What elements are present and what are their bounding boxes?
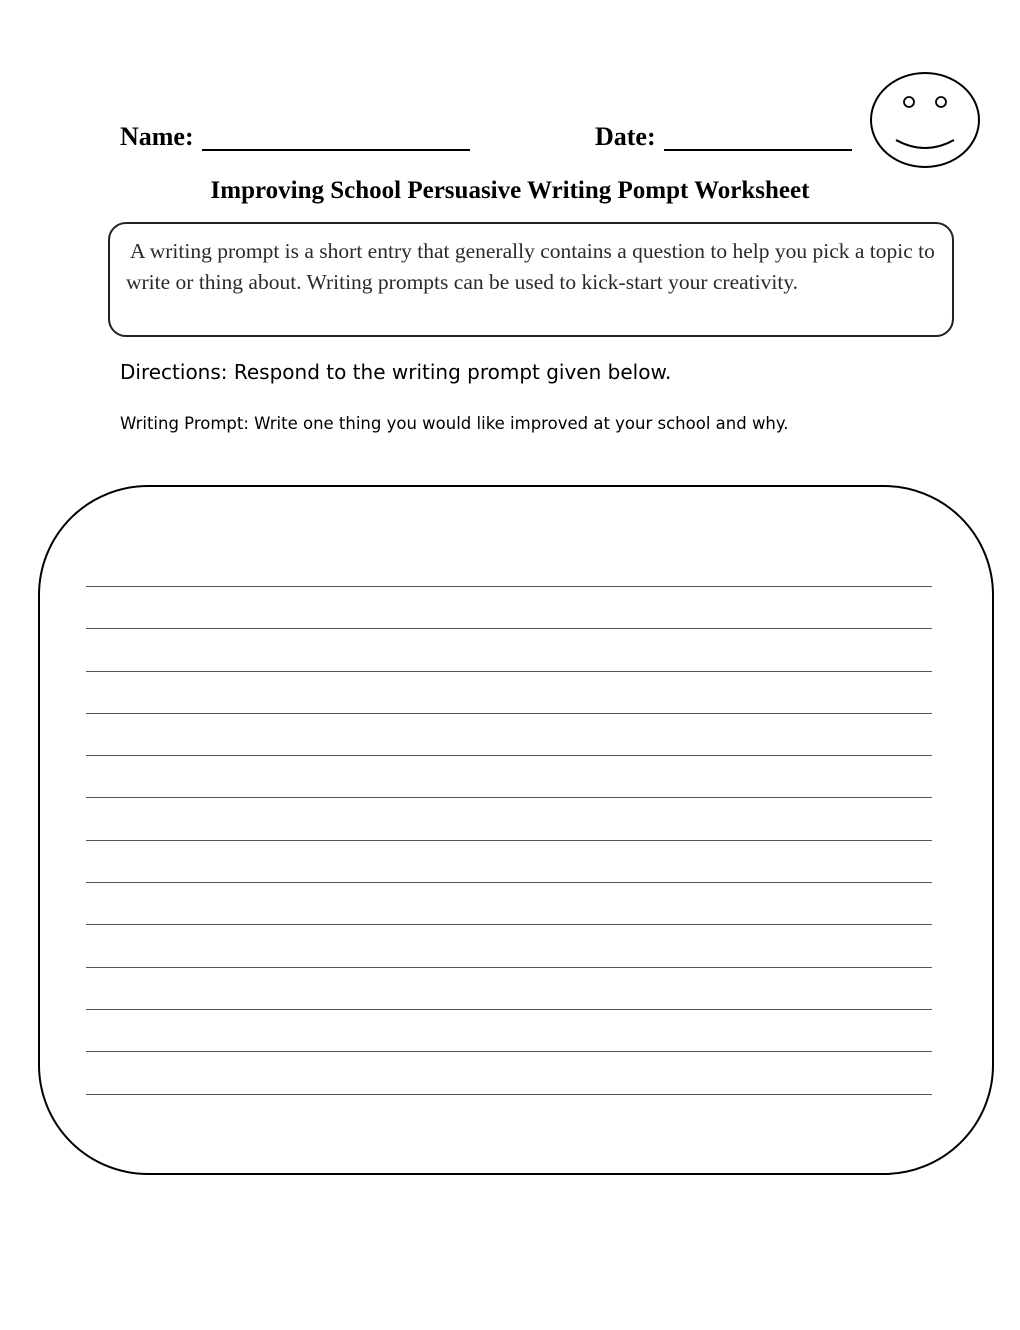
writing-line[interactable] [86, 1051, 932, 1052]
writing-line[interactable] [86, 1094, 932, 1095]
directions-text: Directions: Respond to the writing prompt given below. [120, 360, 672, 384]
writing-line[interactable] [86, 840, 932, 841]
date-label: Date: [595, 122, 656, 151]
writing-prompt-text: Writing Prompt: Write one thing you would like improved at your school and why. [120, 414, 789, 433]
date-field-line[interactable] [664, 149, 852, 151]
writing-line[interactable] [86, 755, 932, 756]
writing-line[interactable] [86, 924, 932, 925]
writing-line[interactable] [86, 797, 932, 798]
worksheet-title: Improving School Persuasive Writing Pompt Worksheet [210, 177, 810, 204]
info-box [108, 222, 954, 337]
writing-line[interactable] [86, 882, 932, 883]
writing-line[interactable] [86, 628, 932, 629]
writing-lines [86, 586, 932, 1136]
writing-line[interactable] [86, 671, 932, 672]
writing-line[interactable] [86, 967, 932, 968]
name-field-line[interactable] [202, 149, 470, 151]
name-label: Name: [120, 122, 194, 151]
writing-line[interactable] [86, 713, 932, 714]
info-text: A writing prompt is a short entry that generally contains a question to help you pick a topic to write or thing about. Writing prompts can be used to kick-start your creativity. [126, 239, 935, 294]
smiley-face-icon [868, 70, 982, 170]
writing-line[interactable] [86, 586, 932, 587]
writing-line[interactable] [86, 1009, 932, 1010]
